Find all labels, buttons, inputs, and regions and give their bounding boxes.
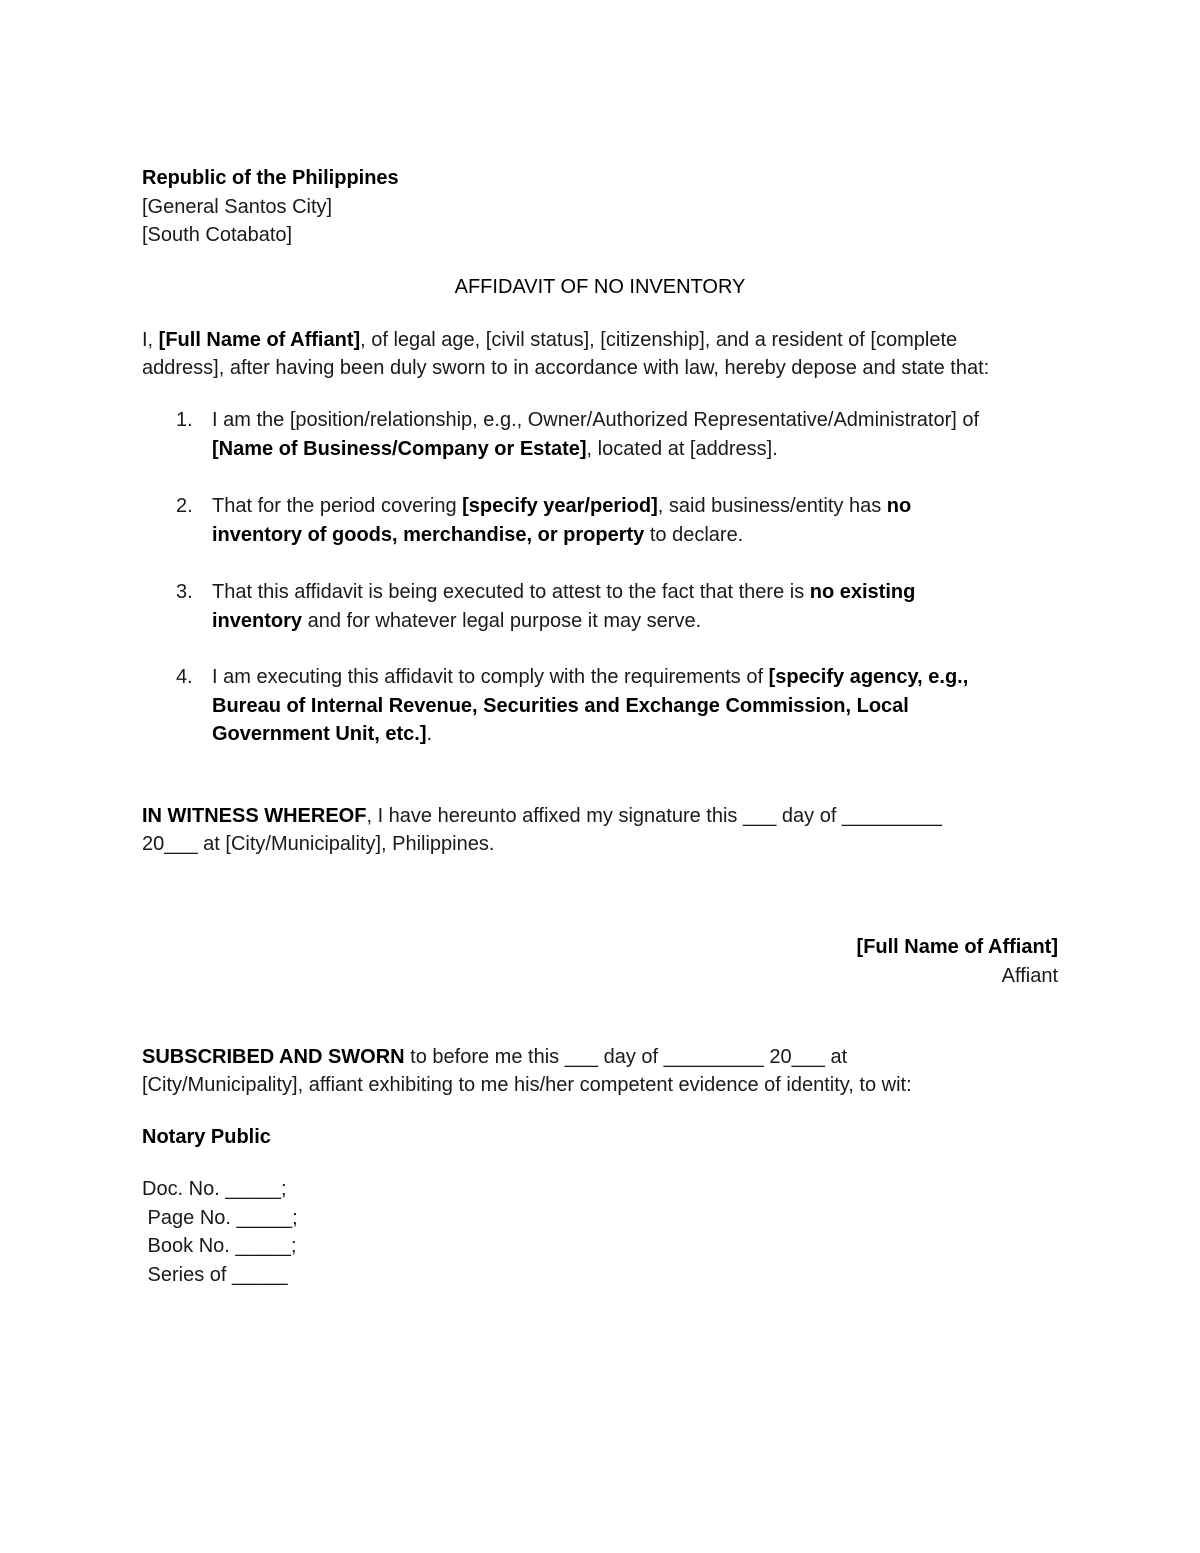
item-2-rest: to declare. [644, 524, 744, 546]
witness-heading: IN WITNESS WHEREOF [142, 805, 367, 827]
item-number-2: 2. [176, 495, 193, 517]
city-line: [General Santos City] [142, 196, 333, 218]
item-1-line-1: I am the [position/relationship, e.g., Owner/Authorized Representative/Administrator] of [212, 409, 980, 431]
item-number-3: 3. [176, 581, 193, 603]
notary-page-no: Page No. _____; [142, 1207, 298, 1229]
witness-line-1 [142, 804, 942, 828]
item-2-text-a: That for the period covering [212, 495, 463, 517]
item-2-line-2 [212, 523, 743, 547]
item-2-bold-no: no [886, 495, 912, 517]
affiant-name-placeholder: [Full Name of Affiant] [158, 329, 361, 351]
item-3-bold-inventory: inventory [212, 610, 303, 632]
jurat-line-1 [142, 1045, 847, 1069]
signature-name: [Full Name of Affiant] [856, 936, 1058, 958]
item-3-bold-no-existing: no existing [809, 581, 916, 603]
item-4-line-1 [212, 665, 968, 689]
item-3-rest: and for whatever legal purpose it may serve. [302, 610, 702, 632]
agency-placeholder-end: Government Unit, etc.] [212, 723, 427, 745]
item-number-1: 1. [176, 409, 193, 431]
intro-line-1 [142, 328, 957, 352]
notary-series: Series of _____ [142, 1264, 288, 1286]
witness-line-2: 20___ at [City/Municipality], Philippines. [142, 833, 495, 855]
intro-prefix: I, [142, 329, 159, 351]
item-4-line-3 [212, 722, 432, 746]
period-placeholder: [specify year/period] [462, 495, 658, 517]
signature-role: Affiant [1001, 965, 1058, 987]
document-title: AFFIDAVIT OF NO INVENTORY [454, 276, 746, 298]
intro-line-2: address], after having been duly sworn to in accordance with law, hereby depose and state that: [142, 357, 990, 379]
intro-details: , of legal age, [civil status], [citizenship], and a resident of [complete [360, 329, 958, 351]
agency-placeholder-start: [specify agency, e.g., [768, 666, 969, 688]
item-number-4: 4. [176, 666, 193, 688]
jurat-line-2: [City/Municipality], affiant exhibiting to me his/her competent evidence of identity, to wit: [142, 1074, 912, 1096]
item-4-text-a: I am executing this affidavit to comply with the requirements of [212, 666, 769, 688]
witness-text: , I have hereunto affixed my signature this ___ day of _________ [366, 805, 943, 827]
province-line: [South Cotabato] [142, 224, 293, 246]
item-4-rest: . [426, 723, 433, 745]
item-2-bold-inventory: inventory of goods, merchandise, or property [212, 524, 645, 546]
notary-book-no: Book No. _____; [142, 1235, 297, 1257]
item-1-line-2 [212, 437, 778, 461]
item-3-line-2 [212, 609, 701, 633]
notary-title: Notary Public [142, 1126, 271, 1148]
republic-heading: Republic of the Philippines [142, 167, 399, 189]
item-4-line-2: Bureau of Internal Revenue, Securities and Exchange Commission, Local [212, 695, 909, 717]
business-name-placeholder: [Name of Business/Company or Estate] [212, 438, 587, 460]
item-2-line-1 [212, 494, 911, 518]
item-3-text-a: That this affidavit is being executed to attest to the fact that there is [212, 581, 810, 603]
jurat-text: to before me this ___ day of _________ 20___ at [404, 1046, 848, 1068]
jurat-heading: SUBSCRIBED AND SWORN [142, 1046, 405, 1068]
notary-doc-no: Doc. No. _____; [142, 1178, 287, 1200]
item-2-text-c: , said business/entity has [657, 495, 887, 517]
item-3-line-1 [212, 580, 915, 604]
item-1-rest: , located at [address]. [586, 438, 778, 460]
